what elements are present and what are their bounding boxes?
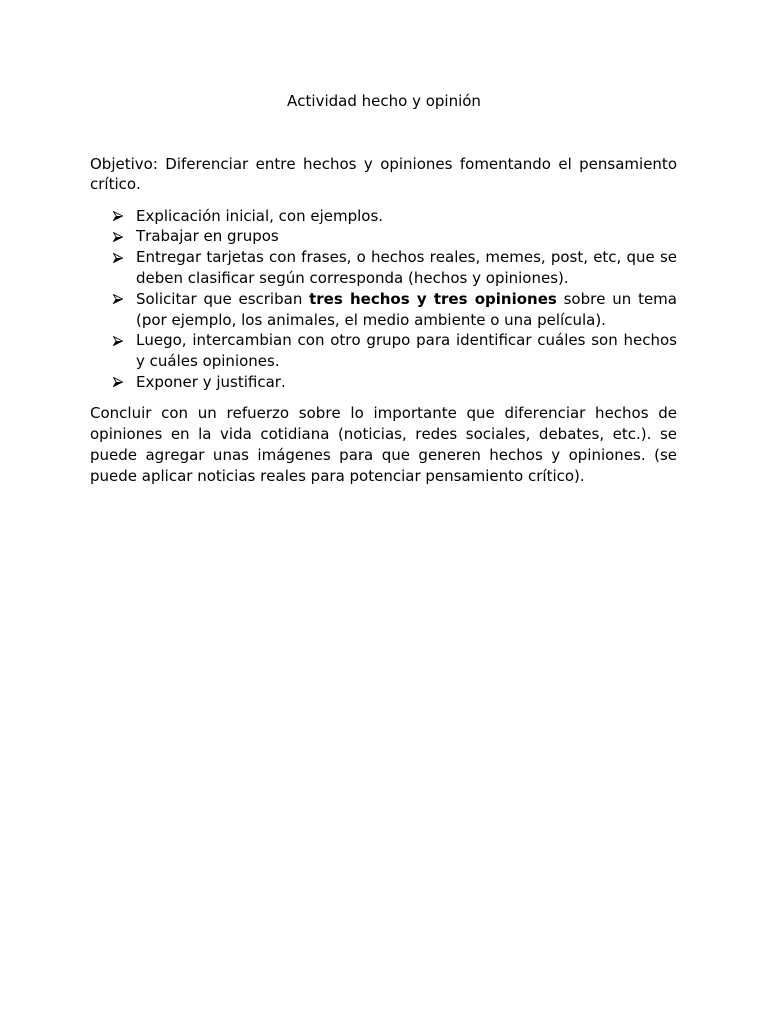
list-item xyxy=(136,289,677,331)
objective-paragraph: Objetivo: Diferenciar entre hechos y opiniones fomentando el pensamiento crítico. xyxy=(90,154,677,194)
arrowhead-bullet-icon xyxy=(113,253,123,263)
list-item xyxy=(136,226,677,247)
activity-steps-list xyxy=(136,206,677,393)
arrowhead-bullet-icon xyxy=(113,211,123,221)
list-item-text: Trabajar en grupos xyxy=(136,227,279,246)
emphasized-text: tres hechos y tres opiniones xyxy=(309,289,557,308)
arrowhead-bullet-icon xyxy=(113,336,123,346)
list-item xyxy=(136,247,677,289)
document-body xyxy=(90,154,677,487)
list-item-text-end: sobre un tema (por ejemplo, los animales, el medio ambiente o una película). xyxy=(136,289,677,329)
list-item-text: Exponer y justificar. xyxy=(136,372,286,391)
list-item xyxy=(136,206,677,227)
list-item xyxy=(136,330,677,372)
list-item-text-start: Solicitar que escriban xyxy=(136,289,310,308)
list-item-text: Entregar tarjetas con frases, o hechos reales, memes, post, etc, que se deben clasificar según corresponda (hechos y opiniones). xyxy=(136,248,677,287)
list-item xyxy=(136,372,677,393)
document-title: Actividad hecho y opinión xyxy=(287,91,481,110)
arrowhead-bullet-icon xyxy=(113,232,123,242)
arrowhead-bullet-icon xyxy=(113,294,123,304)
list-item-text: Explicación inicial, con ejemplos. xyxy=(136,206,384,225)
list-item-text: Luego, intercambian con otro grupo para identificar cuáles son hechos y cuáles opiniones. xyxy=(136,331,677,371)
conclusion-paragraph: Concluir con un refuerzo sobre lo importante que diferenciar hechos de opiniones en la vida cotidiana (noticias, redes sociales, debates, etc.). se puede agregar unas imágenes para que generen hechos y opiniones. (se puede aplicar noticias reales para potenciar pensamiento crítico). xyxy=(90,404,677,485)
arrowhead-bullet-icon xyxy=(113,377,123,387)
